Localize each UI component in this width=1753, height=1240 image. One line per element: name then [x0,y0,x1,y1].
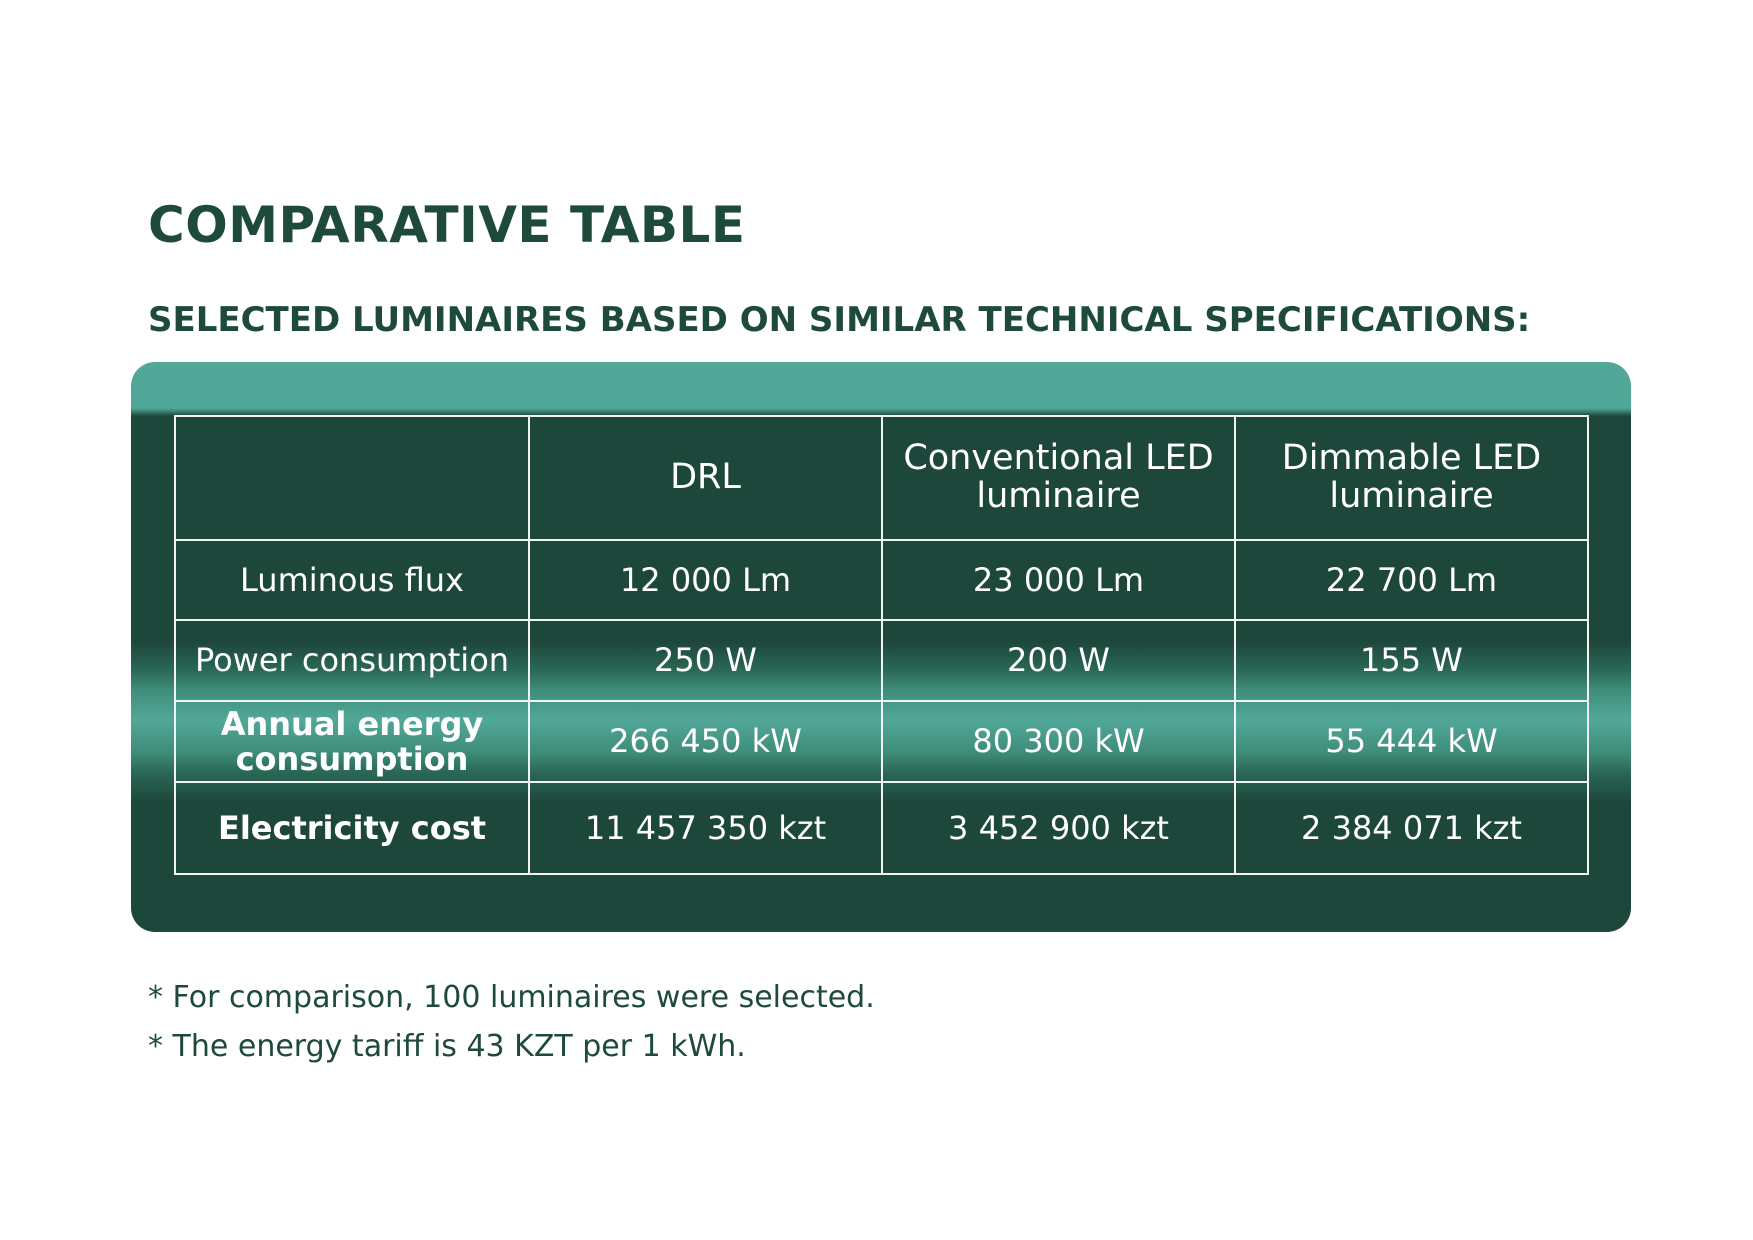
table-cell: 55 444 kW [1235,701,1588,782]
table-cell: 266 450 kW [529,701,882,782]
row-label: Electricity cost [175,782,529,874]
header-cell-conventional-led: Conventional LED luminaire [882,416,1235,540]
table-cell: 155 W [1235,620,1588,701]
header-cell-dimmable-led: Dimmable LED luminaire [1235,416,1588,540]
table-cell: 250 W [529,620,882,701]
footnote-comparison: * For comparison, 100 luminaires were selected. [148,980,875,1015]
table-cell: 22 700 Lm [1235,540,1588,620]
table-cell: 200 W [882,620,1235,701]
row-label: Annual energy consumption [175,701,529,782]
table-cell: 12 000 Lm [529,540,882,620]
footnote-tariff: * The energy tariff is 43 KZT per 1 kWh. [148,1029,746,1064]
table-row [175,620,1588,701]
table-cell: 2 384 071 kzt [1235,782,1588,874]
table-row [175,540,1588,620]
comparison-table [174,415,1589,875]
table-header-row [175,416,1588,540]
table-row [175,782,1588,874]
table-cell: 80 300 kW [882,701,1235,782]
table-cell: 23 000 Lm [882,540,1235,620]
row-label: Power consumption [175,620,529,701]
table-cell: 3 452 900 kzt [882,782,1235,874]
table-cell: 11 457 350 kzt [529,782,882,874]
page-title: COMPARATIVE TABLE [148,196,746,254]
row-label: Luminous flux [175,540,529,620]
page-subtitle: SELECTED LUMINAIRES BASED ON SIMILAR TECHNICAL SPECIFICATIONS: [148,300,1531,340]
table-row [175,701,1588,782]
header-cell-drl: DRL [529,416,882,540]
header-cell-empty [175,416,529,540]
